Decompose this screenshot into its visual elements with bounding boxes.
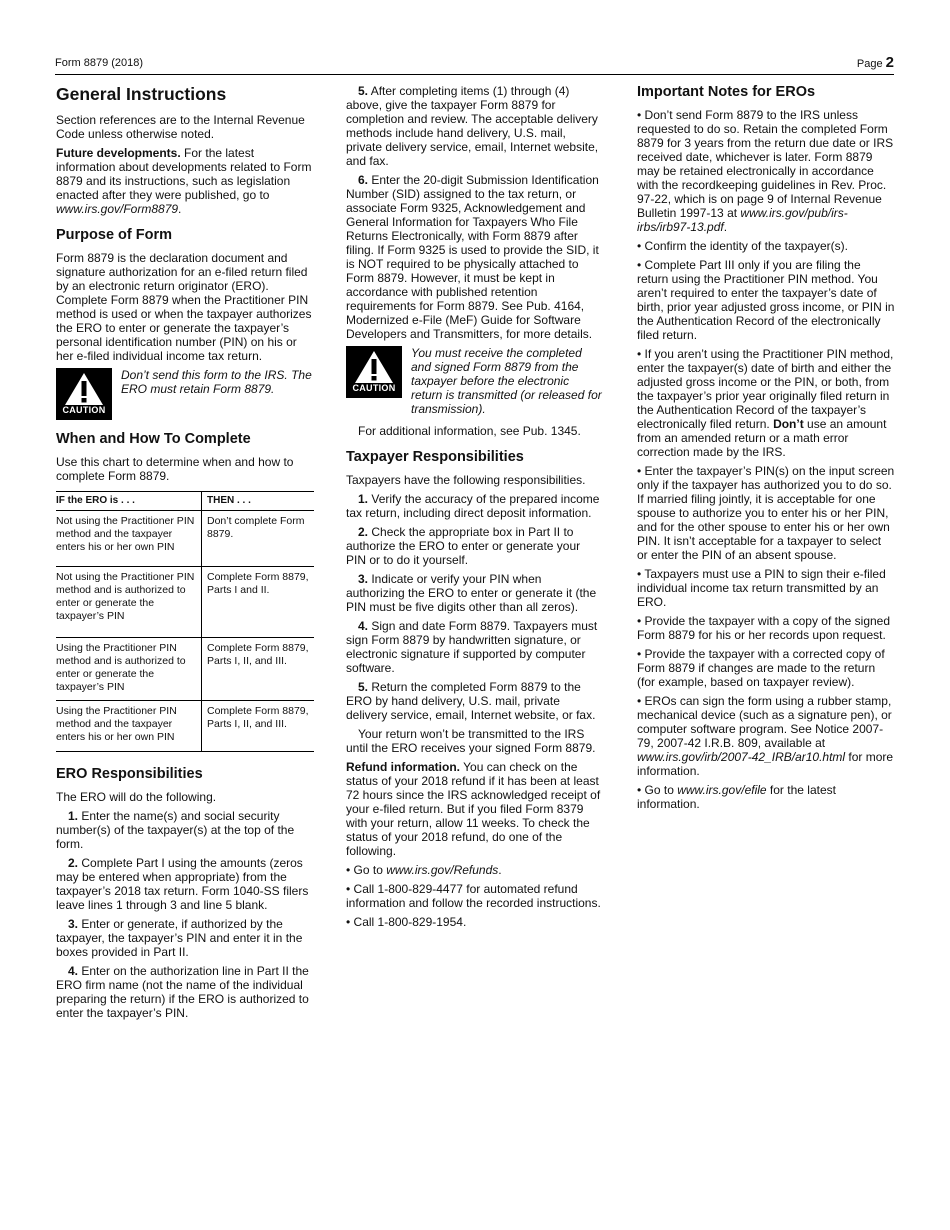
when-how-text: Use this chart to determine when and how to complete Form 8879. (56, 455, 294, 483)
chart-cell-action: Complete Form 8879, Parts I and II. (202, 567, 315, 638)
list-item (346, 680, 603, 722)
chart-cell-condition: Using the Practitioner PIN method and the taxpayer enters his or her own PIN (56, 701, 202, 752)
caution-box (346, 346, 603, 416)
intro-text: Section references are to the Internal Revenue Code unless otherwise noted. (56, 113, 305, 141)
note-item (637, 783, 895, 811)
note-item: • Provide the taxpayer with a copy of the signed Form 8879 for his or her records upon request. (637, 614, 891, 642)
purpose-heading: Purpose of Form (56, 227, 173, 243)
chart-cell-condition: Not using the Practitioner PIN method and is authorized to enter or generate the taxpayer’s PIN (56, 567, 202, 638)
list-item (346, 572, 603, 614)
note-item: • Enter the taxpayer’s PIN(s) on the input screen only if the taxpayer has authorized you to do so. If married filing jointly, it is acceptable for one spouse to authorize you to enter his or her PIN, and for the other spouse to enter his or her own PIN. It isn’t acceptable for a taxpayer to select or enter the PIN of an absent spouse. (637, 464, 895, 562)
list-item (56, 964, 314, 1020)
item-number: 4. (68, 964, 79, 978)
taxpayer-intro: Taxpayers have the following responsibilities. (346, 473, 586, 487)
table-row (56, 638, 314, 701)
item-text: Complete Part I using the amounts (zeros may be entered when appropriate) from the taxpayer’s 2018 tax return. Form 1040-SS filers leave lines 1 through 3 and line 5 blank. (56, 856, 309, 912)
chart-header-then: THEN . . . (202, 492, 315, 511)
item-number: 1. (358, 492, 369, 506)
item-text: Enter the name(s) and social security number(s) of the taxpayer(s) at the top of the form. (56, 809, 295, 851)
caution-icon (346, 346, 402, 398)
form-id: Form 8879 (2018) (55, 57, 144, 69)
future-lead: Future developments. (56, 146, 181, 160)
note-end: . (723, 220, 728, 234)
note-end: use an amount from an amended return or a math error correction made by the IRS. (637, 417, 887, 459)
efile-link[interactable]: www.irs.gov/efile (677, 783, 767, 797)
note-item (637, 347, 895, 459)
ero-responsibilities-heading: ERO Responsibilities (56, 766, 203, 782)
item-number: 5. (358, 84, 369, 98)
table-row (56, 567, 314, 638)
refund-text: You can check on the status of your 2018 refund if it has been at least 72 hours since the IRS acknowledged receipt of your e-filed return. But if you filed Form 8379 with your return, allow 11 weeks. To check the status of your 2018 refund, do one of the following. (346, 760, 601, 858)
list-item (56, 856, 314, 912)
refund-bullet: • Call 1-800-829-1954. (346, 915, 467, 929)
column-1 (56, 84, 314, 1025)
table-row (56, 701, 314, 752)
table-row (56, 511, 314, 567)
item-text: Indicate or verify your PIN when authorizing the ERO to enter or generate it (the PIN must be five digits other than all zeros). (346, 572, 597, 614)
when-how-heading: When and How To Complete (56, 431, 251, 447)
bullet-text: • Go to (346, 863, 387, 877)
caution-label: CAUTION (62, 405, 106, 415)
item-text: Enter the 20-digit Submission Identification Number (SID) assigned to the tax return, or associate Form 9325, Acknowledgement and General Information for Taxpayers Who File Returns Electronically, with Form 8879 after filing. If Form 9325 is used to provide the SID, it is NOT required to be physically attached to Form 8879. However, it must be kept in accordance with published retention requirements for Form 8879. See Pub. 4164, Modernized e-File (MeF) Guide for Software Developers and Transmitters, for more details. (346, 173, 599, 341)
note-item: • Taxpayers must use a PIN to sign their e-filed individual income tax return transmitted by an ERO. (637, 567, 886, 609)
refund-bullet: • Call 1-800-829-4477 for automated refund information and follow the recorded instructions. (346, 882, 601, 910)
chart-cell-action: Complete Form 8879, Parts I, II, and III. (202, 638, 315, 701)
chart-cell-condition: Not using the Practitioner PIN method and the taxpayer enters his or her own PIN (56, 511, 202, 567)
item-text: Return the completed Form 8879 to the ERO by hand delivery, U.S. mail, private delivery service, email, Internet website, or fax. (346, 680, 596, 722)
caution-text: You must receive the completed and signed Form 8879 from the taxpayer before the electronic return is transmitted (or released for transmission). (411, 346, 602, 416)
chart-cell-condition: Using the Practitioner PIN method and is authorized to enter or generate the taxpayer’s PIN (56, 638, 202, 701)
future-developments (56, 146, 314, 216)
caution-icon (56, 368, 112, 420)
list-item (56, 809, 314, 851)
future-end: . (178, 202, 182, 216)
item-number: 3. (358, 572, 369, 586)
chart-cell-action: Complete Form 8879, Parts I, II, and III. (202, 701, 315, 752)
item-text: Check the appropriate box in Part II to authorize the ERO to enter or generate your PIN or to do it yourself. (346, 525, 581, 567)
note-text: • Go to (637, 783, 678, 797)
column-3 (637, 84, 895, 816)
ero-intro: The ERO will do the following. (56, 790, 217, 804)
item-text: Sign and date Form 8879. Taxpayers must sign Form 8879 by handwritten signature, or electronic signature if supported by computer software. (346, 619, 598, 675)
form8879-link[interactable]: www.irs.gov/Form8879 (56, 202, 179, 216)
taxpayer-responsibilities-heading: Taxpayer Responsibilities (346, 449, 524, 465)
refund-info (346, 760, 603, 858)
note-end: for more information. (637, 750, 894, 778)
note-text: • EROs can sign the form using a rubber stamp, mechanical device (such as a signature pen), or computer software program. See Notice 2007-79, 2007-42 I.R.B. 809, available at (637, 694, 892, 750)
column-2 (346, 84, 603, 934)
item-number: 2. (68, 856, 79, 870)
list-item (56, 917, 314, 959)
chart-header-if: IF the ERO is . . . (56, 492, 202, 511)
item-text: Verify the accuracy of the prepared income tax return, including direct deposit information. (346, 492, 600, 520)
irb-link[interactable]: www.irs.gov/pub/irs-irbs/irb97-13.pdf (637, 206, 848, 234)
not-transmitted-text: Your return won’t be transmitted to the IRS until the ERO receives your signed Form 8879. (346, 727, 596, 755)
note-bold: Don’t (773, 417, 804, 431)
list-item (346, 619, 603, 675)
note-item: • Provide the taxpayer with a corrected copy of Form 8879 if changes are made to the return (for example, based on taxpayer review). (637, 647, 885, 689)
caution-text: Don’t send this form to the IRS. The ERO must retain Form 8879. (121, 368, 312, 396)
caution-box (56, 368, 314, 420)
notice-link[interactable]: www.irs.gov/irb/2007-42_IRB/ar10.html (637, 750, 846, 764)
list-item (346, 173, 603, 341)
item-number: 5. (358, 680, 369, 694)
item-number: 1. (68, 809, 79, 823)
item-number: 3. (68, 917, 79, 931)
list-item (346, 525, 603, 567)
item-text: After completing items (1) through (4) above, give the taxpayer Form 8879 for completion and review. The acceptable delivery methods include hand delivery, U.S. mail, private delivery service, email, Internet website, and fax. (346, 84, 599, 168)
bullet-end: . (498, 863, 502, 877)
item-number: 2. (358, 525, 369, 539)
future-text: For the latest information about developments related to Form 8879 and its instructions, such as legislation enacted after they were published, go to (56, 146, 312, 202)
item-text: Enter or generate, if authorized by the taxpayer, the taxpayer’s PIN and enter it in the boxes provided in Part II. (56, 917, 303, 959)
note-item: • Complete Part III only if you are filing the return using the Practitioner PIN method. You aren’t required to enter the taxpayer’s date of birth, prior year adjusted gross income, or PIN in the Authentication Record of the electronically filed return. (637, 258, 895, 342)
chart-cell-action: Don’t complete Form 8879. (202, 511, 315, 567)
list-item (346, 84, 603, 168)
note-item (637, 694, 895, 778)
when-to-complete-chart (56, 491, 314, 752)
refunds-link[interactable]: www.irs.gov/Refunds (386, 863, 499, 877)
list-item (346, 492, 603, 520)
general-instructions-heading: General Instructions (56, 84, 227, 104)
item-number: 6. (358, 173, 369, 187)
page-header (55, 56, 894, 75)
note-text: • If you aren’t using the Practitioner PIN method, enter the taxpayer(s) date of birth and either the adjusted gross income or the PIN, or both, from the taxpayer’s prior year originally filed return in the Authentication Record of the taxpayer’s electronically filed return. (637, 347, 894, 431)
note-item (637, 108, 895, 234)
item-text: Enter on the authorization line in Part II the ERO firm name (not the name of the individual preparing the return) if the ERO is authorized to enter the taxpayer’s PIN. (56, 964, 309, 1020)
page-prefix: Page (856, 58, 886, 70)
refund-bullet (346, 863, 603, 877)
important-notes-heading: Important Notes for EROs (637, 84, 816, 100)
note-item: • Confirm the identity of the taxpayer(s). (637, 239, 848, 253)
additional-info: For additional information, see Pub. 1345. (358, 424, 581, 438)
refund-lead: Refund information. (346, 760, 460, 774)
note-end: for the latest information. (637, 783, 836, 811)
page-number (857, 54, 894, 71)
note-text: • Don’t send Form 8879 to the IRS unless requested to do so. Retain the completed Form 8879 for 3 years from the return due date or IRS received date, whichever is later. Form 8879 may be retained electronically in accordance with the recordkeeping guidelines in Rev. Proc. 97-22, which is on page 9 of Internal Revenue Bulletin 1997-13 at (637, 108, 894, 220)
item-number: 4. (358, 619, 369, 633)
page-number-value: 2 (885, 54, 894, 71)
purpose-text: Form 8879 is the declaration document and signature authorization for an e-filed return filed by an electronic return originator (ERO). Complete Form 8879 when the Practitioner PIN method is used or when the taxpayer authorizes the ERO to enter or generate the taxpayer’s personal identification number (PIN) on his or her e-filed individual income tax return. (56, 251, 312, 363)
caution-label: CAUTION (352, 383, 396, 393)
